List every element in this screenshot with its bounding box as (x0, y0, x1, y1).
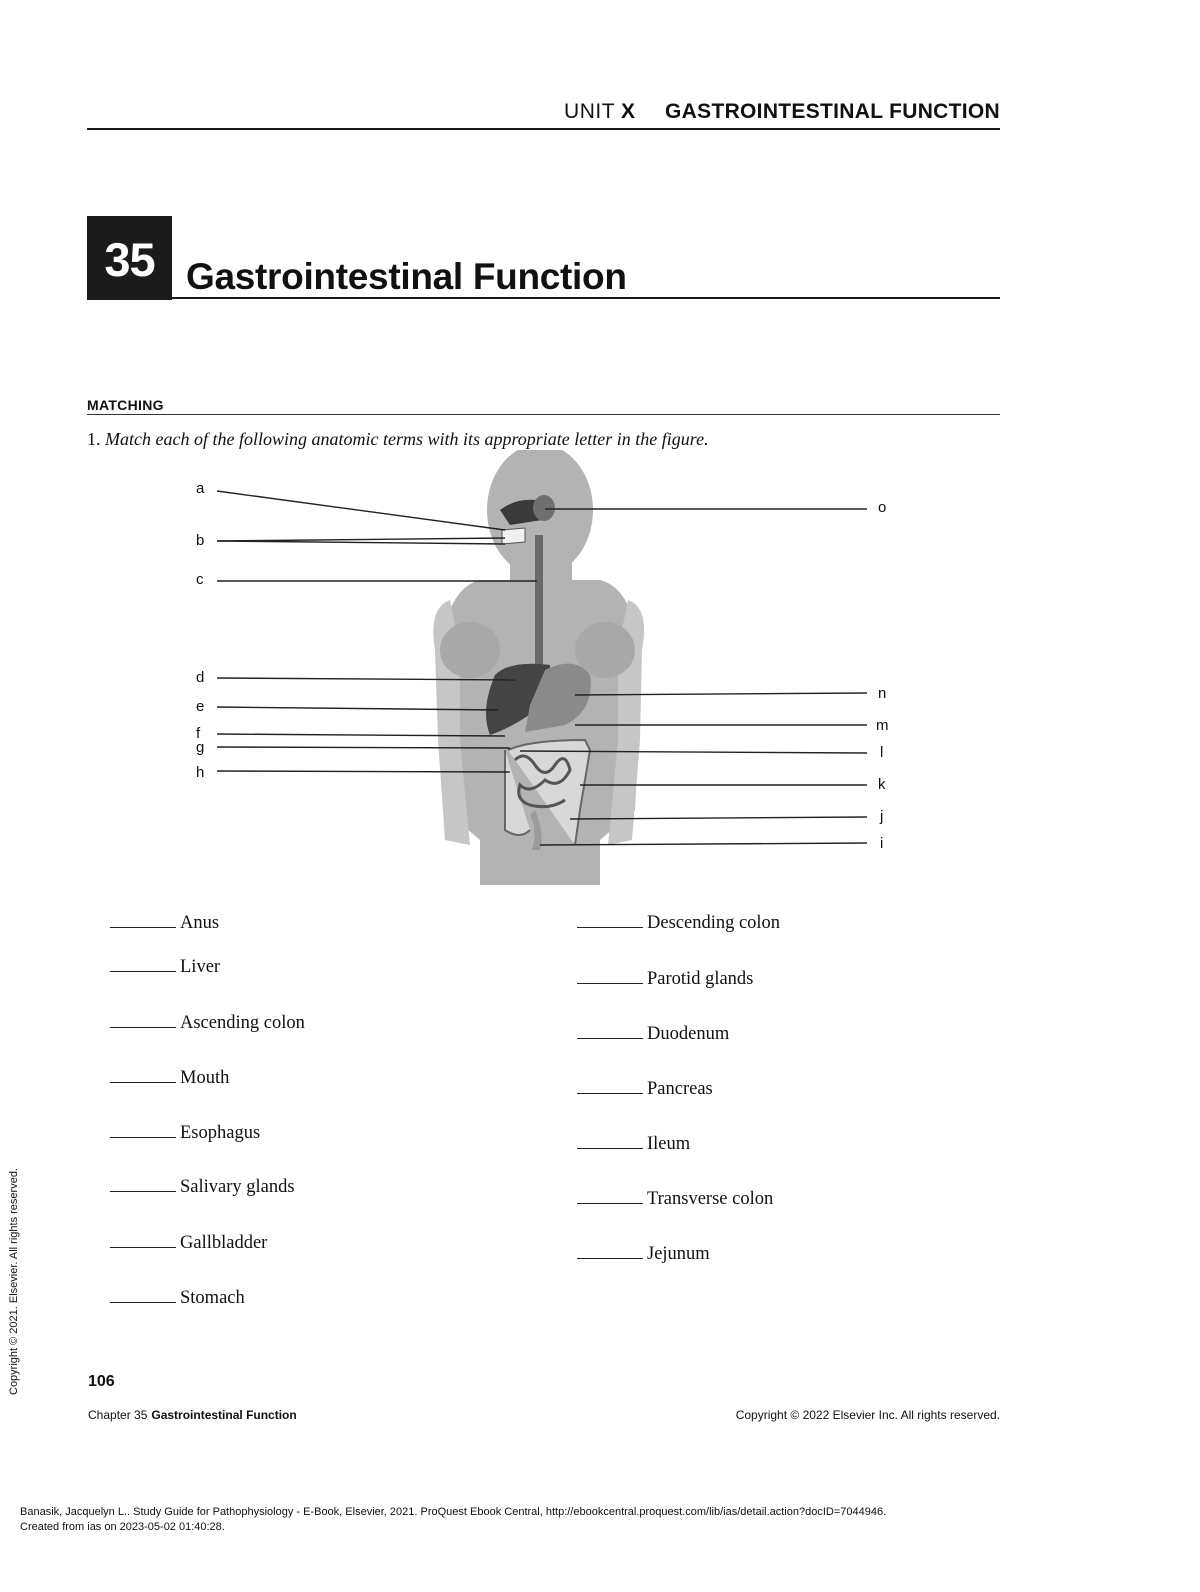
answer-term: Pancreas (647, 1079, 713, 1099)
answer-term: Salivary glands (180, 1177, 295, 1197)
answer-term: Parotid glands (647, 969, 754, 989)
footer-copyright: Copyright © 2022 Elsevier Inc. All rights reserved. (735, 1408, 1000, 1422)
answer-term: Duodenum (647, 1024, 730, 1044)
unit-number: X (621, 100, 636, 123)
side-copyright: Copyright © 2021. Elsevier. All rights reserved. (8, 1168, 20, 1395)
answer-blank[interactable] (110, 1286, 176, 1303)
answer-term: Stomach (180, 1288, 245, 1308)
answer-term: Ileum (647, 1134, 691, 1154)
answer-blank[interactable] (577, 1242, 643, 1259)
figure-label-i: i (880, 835, 884, 852)
footer-chapter-label: Chapter 35 (88, 1408, 148, 1422)
answer-blank[interactable] (577, 1022, 643, 1039)
answer-item (577, 1022, 729, 1045)
answer-item (110, 1231, 267, 1254)
chapter-title: Gastrointestinal Function (186, 256, 627, 297)
citation-line: Banasik, Jacquelyn L.. Study Guide for Pathophysiology - E-Book, Elsevier, 2021. ProQuest Ebook Central, http://ebookcentral.proquest.com/lib/ias/detail.action?docID=7044946. (20, 1506, 887, 1518)
answer-blank[interactable] (110, 1066, 176, 1083)
answer-blank[interactable] (577, 1187, 643, 1204)
anatomy-illustration (180, 450, 920, 890)
figure-label-k: k (878, 776, 886, 793)
answer-blank[interactable] (110, 1121, 176, 1138)
answer-term: Gallbladder (180, 1233, 268, 1253)
answer-item (577, 911, 780, 934)
figure-label-l: l (880, 744, 884, 761)
page-number: 106 (88, 1373, 115, 1390)
question-number: 1. (87, 429, 101, 449)
answer-item (110, 955, 220, 978)
footer-chapter (88, 1408, 297, 1422)
answer-blank[interactable] (110, 911, 176, 928)
unit-word: UNIT (564, 100, 616, 123)
figure-label-m: m (876, 717, 889, 734)
digestive-system-figure (180, 450, 920, 890)
answer-item (577, 1132, 690, 1155)
figure-label-n: n (878, 685, 887, 702)
answer-blank[interactable] (110, 1231, 176, 1248)
esophagus-shape (535, 535, 543, 675)
answer-item (577, 1242, 710, 1265)
answer-item (577, 1077, 713, 1100)
answer-term: Descending colon (647, 913, 781, 933)
answer-blank[interactable] (577, 1132, 643, 1149)
figure-label-f: f (196, 725, 201, 742)
figure-label-e: e (196, 698, 205, 715)
citation-line: Created from ias on 2023-05-02 01:40:28. (20, 1521, 225, 1533)
figure-label-j: j (880, 808, 884, 825)
answer-blank[interactable] (577, 911, 643, 928)
answer-term: Jejunum (647, 1244, 710, 1264)
unit-header (87, 98, 1000, 130)
question-text: Match each of the following anatomic terms with its appropriate letter in the figure. (105, 429, 709, 449)
figure-label-o: o (878, 499, 887, 516)
answer-term: Anus (180, 913, 220, 933)
answer-blank[interactable] (577, 1077, 643, 1094)
answer-item (110, 1066, 229, 1089)
answer-blank[interactable] (110, 1175, 176, 1192)
answer-item (110, 1175, 295, 1198)
footer-chapter-title: Gastrointestinal Function (151, 1408, 297, 1422)
figure-label-h: h (196, 764, 205, 781)
chest-shade-right (440, 622, 500, 678)
unit-name: GASTROINTESTINAL FUNCTION (665, 100, 1000, 123)
answer-item (110, 1121, 260, 1144)
chapter-title-rule (172, 297, 1000, 299)
answer-term: Transverse colon (647, 1189, 774, 1209)
answer-term: Mouth (180, 1068, 230, 1088)
answer-term: Esophagus (180, 1123, 261, 1143)
matching-answers (110, 905, 1000, 1335)
answer-term: Liver (180, 957, 221, 977)
section-heading: MATCHING (87, 397, 1000, 415)
chapter-number-badge: 35 (87, 216, 172, 300)
figure-label-a: a (196, 480, 205, 497)
figure-label-g: g (196, 739, 205, 756)
answer-term: Ascending colon (180, 1013, 305, 1033)
answer-item (110, 1286, 245, 1309)
question (87, 429, 709, 450)
answer-item (110, 1011, 305, 1034)
figure-label-d: d (196, 669, 205, 686)
answer-blank[interactable] (110, 955, 176, 972)
answer-item (577, 967, 753, 990)
answer-blank[interactable] (577, 967, 643, 984)
citation (20, 1505, 886, 1535)
figure-label-c: c (196, 571, 204, 588)
answer-item (110, 911, 219, 934)
answer-item (577, 1187, 773, 1210)
figure-label-b: b (196, 532, 205, 549)
answer-blank[interactable] (110, 1011, 176, 1028)
